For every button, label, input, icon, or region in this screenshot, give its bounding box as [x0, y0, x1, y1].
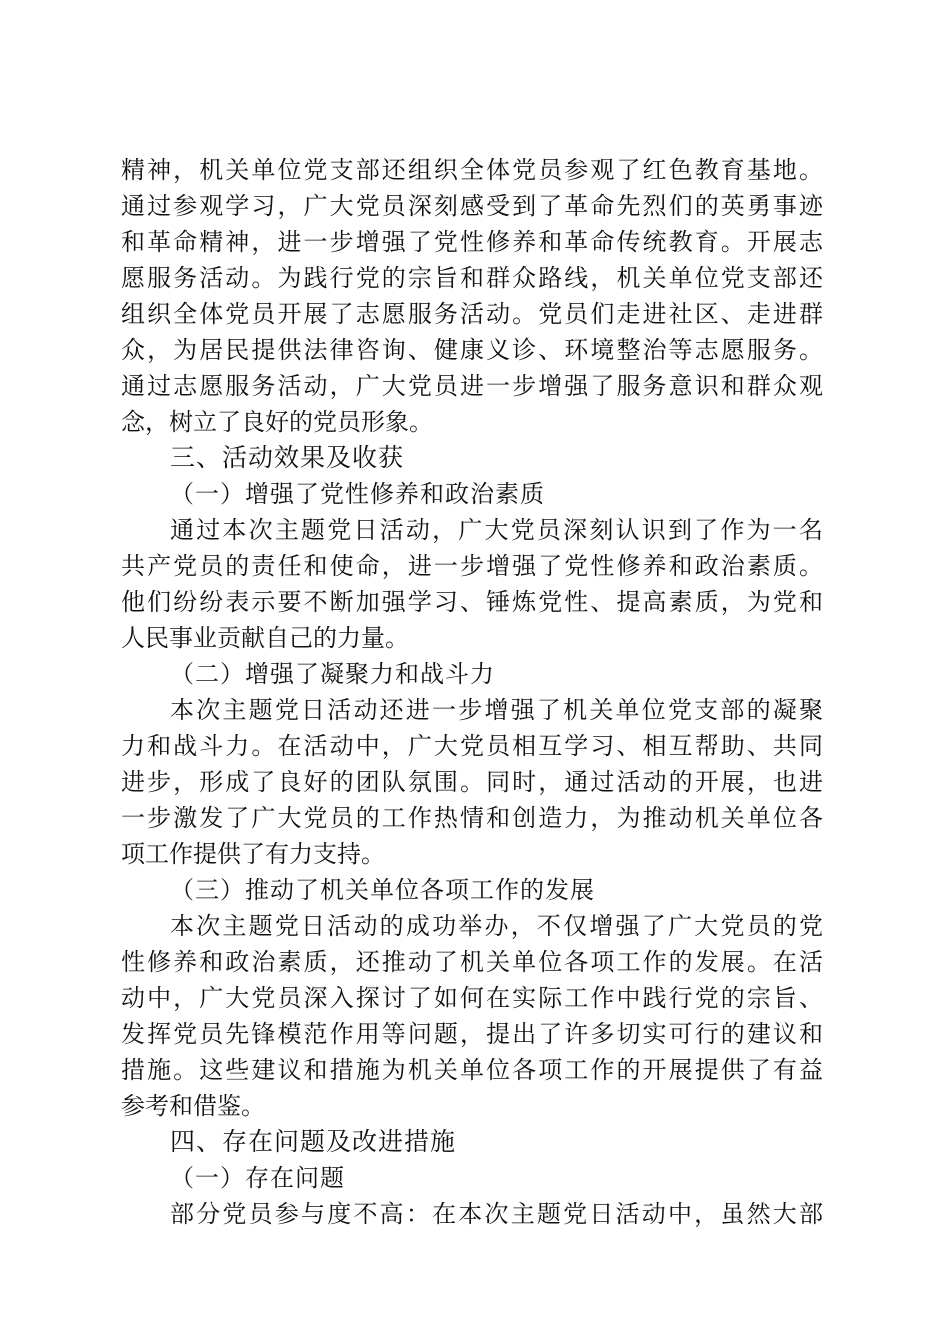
subsection-heading: （一）增强了党性修养和政治素质	[170, 480, 545, 508]
paragraph-line: 动中，广大党员深入探讨了如何在实际工作中践行党的宗旨、	[121, 984, 823, 1012]
section-heading: 四、存在问题及改进措施	[170, 1127, 457, 1156]
paragraph-line: 发挥党员先锋模范作用等问题，提出了许多切实可行的建议和	[121, 1020, 823, 1048]
subsection-heading: （二）增强了凝聚力和战斗力	[170, 660, 495, 688]
paragraph-line: 通过参观学习，广大党员深刻感受到了革命先烈们的英勇事迹	[121, 192, 823, 220]
paragraph-line: 部分党员参与度不高：在本次主题党日活动中，虽然大部	[170, 1200, 823, 1228]
paragraph-line: 通过志愿服务活动，广大党员进一步增强了服务意识和群众观	[121, 372, 823, 400]
paragraph-line: 项工作提供了有力支持。	[121, 840, 385, 868]
paragraph-line: 念，树立了良好的党员形象。	[121, 408, 433, 436]
paragraph-line: 本次主题党日活动还进一步增强了机关单位党支部的凝聚	[170, 696, 823, 724]
paragraph-line: 性修养和政治素质，还推动了机关单位各项工作的发展。在活	[121, 948, 823, 976]
paragraph-line: 组织全体党员开展了志愿服务活动。党员们走进社区、走进群	[121, 300, 823, 328]
paragraph-line: 他们纷纷表示要不断加强学习、锤炼党性、提高素质，为党和	[121, 588, 823, 616]
paragraph-line: 本次主题党日活动的成功举办，不仅增强了广大党员的党	[170, 912, 823, 940]
paragraph-line: 共产党员的责任和使命，进一步增强了党性修养和政治素质。	[121, 552, 823, 580]
paragraph-line: 愿服务活动。为践行党的宗旨和群众路线，机关单位党支部还	[121, 264, 823, 292]
paragraph-line: 精神，机关单位党支部还组织全体党员参观了红色教育基地。	[121, 156, 823, 184]
paragraph-line: 进步，形成了良好的团队氛围。同时，通过活动的开展，也进	[121, 768, 823, 796]
paragraph-line: 人民事业贡献自己的力量。	[121, 624, 409, 652]
paragraph-line: 力和战斗力。在活动中，广大党员相互学习、相互帮助、共同	[121, 732, 823, 760]
paragraph-line: 通过本次主题党日活动，广大党员深刻认识到了作为一名	[170, 516, 823, 544]
paragraph-line: 众，为居民提供法律咨询、健康义诊、环境整治等志愿服务。	[121, 336, 823, 364]
section-heading: 三、活动效果及收获	[170, 443, 405, 472]
paragraph-line: 和革命精神，进一步增强了党性修养和革命传统教育。开展志	[121, 228, 823, 256]
paragraph-line: 一步激发了广大党员的工作热情和创造力，为推动机关单位各	[121, 804, 823, 832]
subsection-heading: （一）存在问题	[170, 1164, 345, 1192]
subsection-heading: （三）推动了机关单位各项工作的发展	[170, 876, 595, 904]
paragraph-line: 参考和借鉴。	[121, 1092, 265, 1120]
paragraph-line: 措施。这些建议和措施为机关单位各项工作的开展提供了有益	[121, 1056, 823, 1084]
